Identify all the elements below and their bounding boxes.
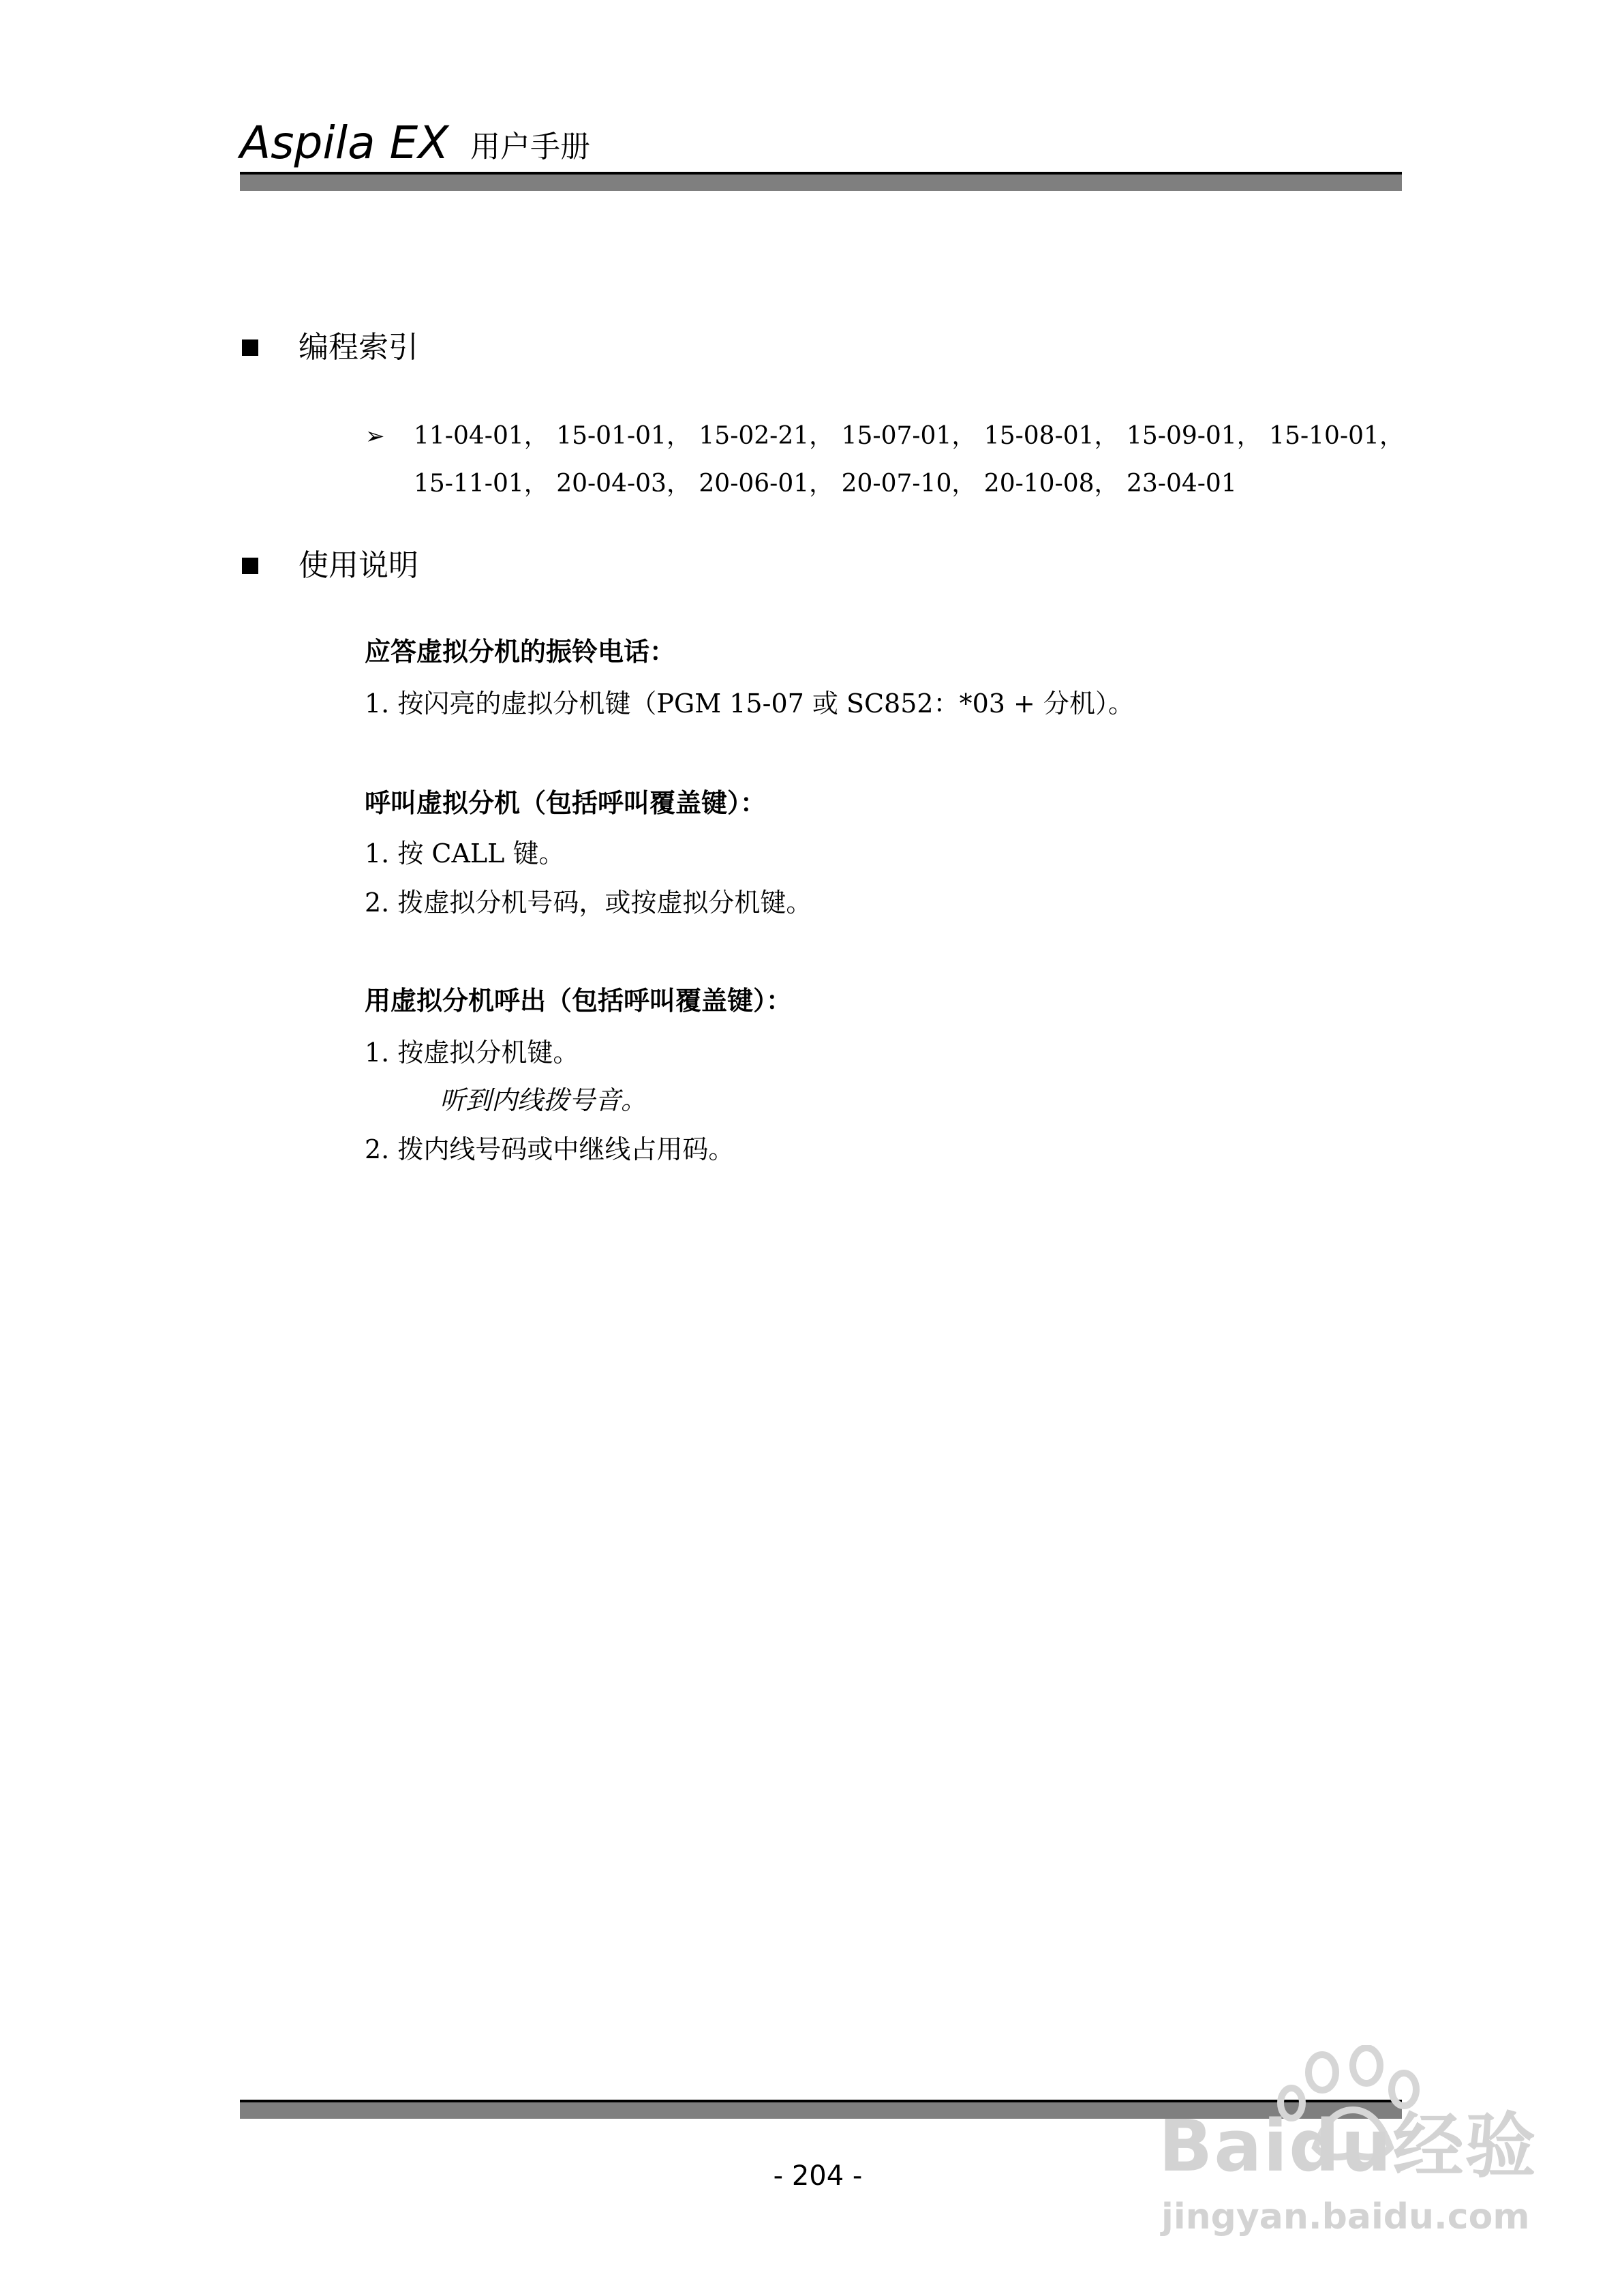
outgoing-step-2: 2. 拨内线号码或中继线占用码。	[365, 1134, 735, 1164]
call-step-1: 1. 按 CALL 键。	[365, 839, 565, 868]
section-title-usage: 使用说明	[299, 548, 418, 583]
watermark-brand: Baidu经验	[1159, 2104, 1537, 2188]
arrow-bullet-icon: ➢	[365, 423, 385, 450]
index-line-1: 11-04-01， 15-01-01， 15-02-21， 15-07-01， 15-08-01， 15-09-01， 15-10-01，	[414, 422, 1404, 450]
header-title: Aspila EX	[240, 117, 449, 169]
answer-step-1: 1. 按闪亮的虚拟分机键（PGM 15-07 或 SC852：*03 + 分机）。	[365, 689, 1134, 719]
subsection-title-call: 呼叫虚拟分机（包括呼叫覆盖键）：	[365, 788, 767, 818]
call-step-2: 2. 拨虚拟分机号码，或按虚拟分机键。	[365, 888, 812, 918]
section-bullet-square	[242, 339, 258, 356]
subsection-title-outgoing: 用虚拟分机呼出（包括呼叫覆盖键）：	[365, 986, 793, 1016]
watermark-url: jingyan.baidu.com	[1161, 2196, 1530, 2237]
header-subtitle: 用户手册	[470, 130, 590, 164]
section-title-index: 编程索引	[299, 330, 418, 365]
index-line-2: 15-11-01， 20-04-03， 20-06-01， 20-07-10， 20-10-08， 23-04-01	[414, 470, 1237, 498]
subsection-title-answer: 应答虚拟分机的振铃电话：	[365, 637, 676, 667]
outgoing-note: 听到内线拨号音。	[440, 1085, 647, 1115]
header-rule-thick	[240, 175, 1402, 191]
page-number: - 204 -	[773, 2160, 863, 2192]
outgoing-step-1: 1. 按虚拟分机键。	[365, 1038, 579, 1068]
section-bullet-square	[242, 558, 258, 574]
